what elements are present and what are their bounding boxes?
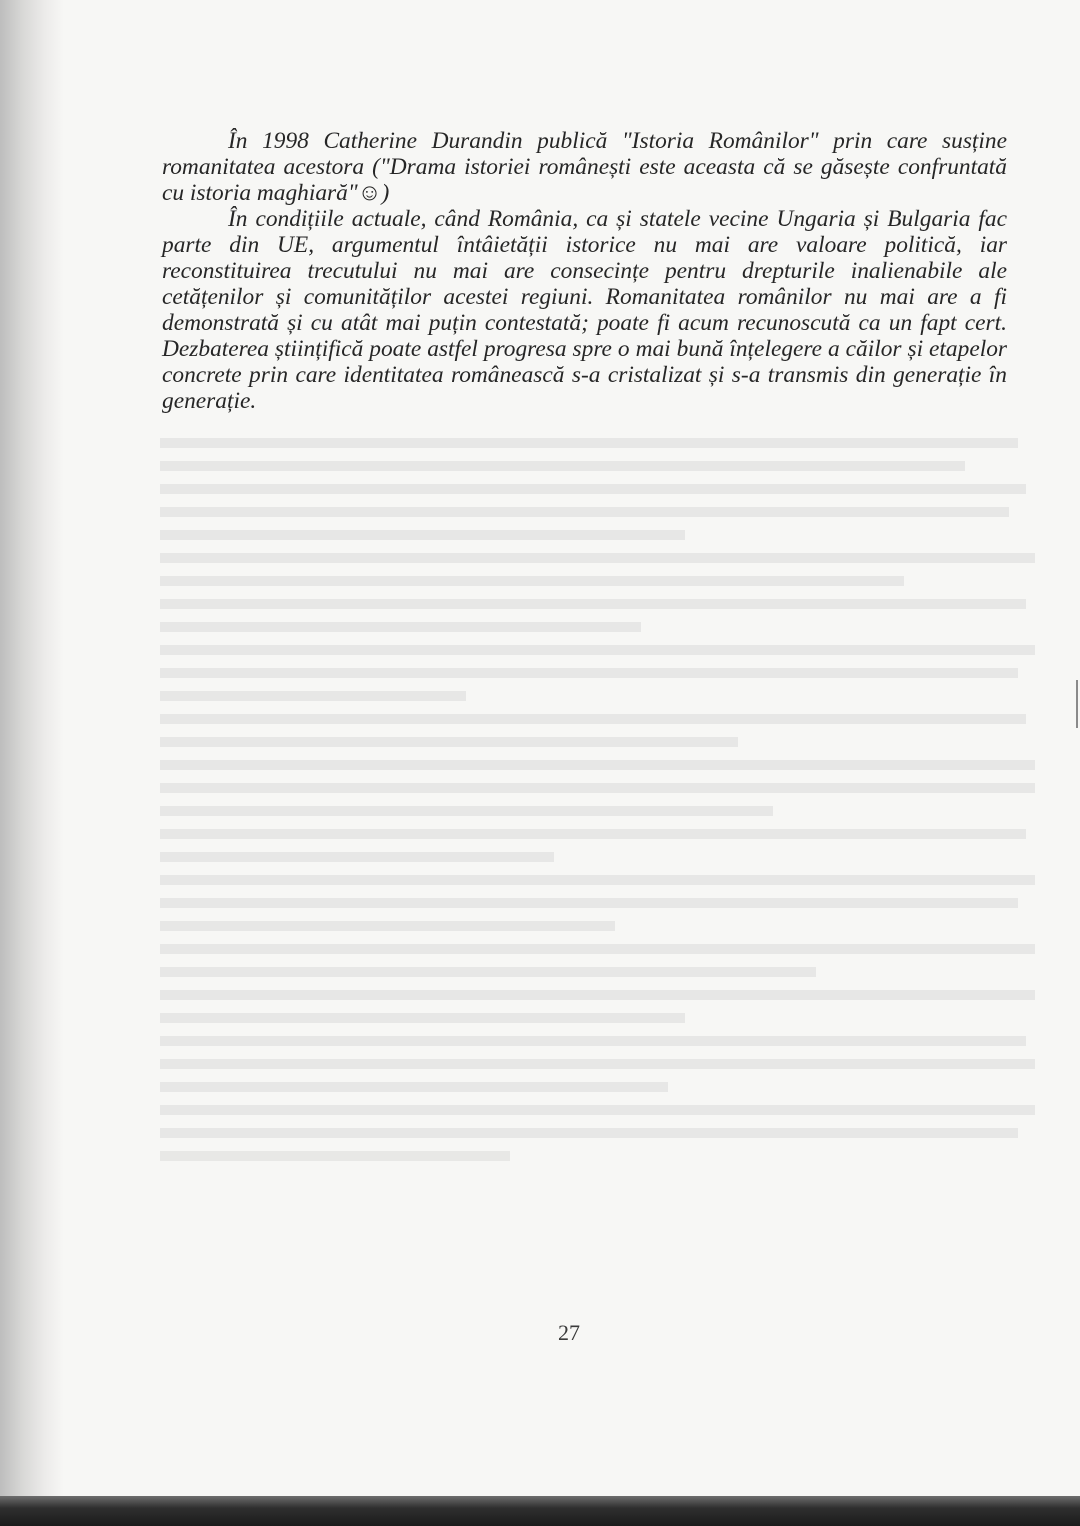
scanner-shadow-band bbox=[0, 1496, 1080, 1526]
scanned-page-edge bbox=[0, 0, 64, 1526]
paragraph-current-conditions: În condițiile actuale, când România, ca și statele vecine Ungaria și Bulgaria fac parte din UE, argumentul întâietății istorice nu mai are valoare politică, iar reconstituirea trecutului nu mai are consecințe pentru drepturile inalienabile ale cetățenilor și comunităților acestei regiuni. Romanitatea românilor nu mai are a fi demonstrată și cu atât mai puțin contestată; poate fi acum recunoscută ca un fapt cert. Dezbaterea științifică poate astfel progresa spre o mai bună înțelegere a căilor și etapelor concrete prin care identitatea românească s-a cristalizat și s-a transmis din generație în generație. bbox=[162, 206, 1007, 414]
scan-margin-mark bbox=[1076, 680, 1078, 728]
page-number: 27 bbox=[558, 1320, 580, 1345]
paragraph-durandin: În 1998 Catherine Durandin publică "Istoria Românilor" prin care susține romanitatea acestora ("Drama istoriei românești este aceasta că se găsește confruntată cu istoria maghiară"☺) bbox=[162, 128, 1007, 206]
bleed-through-text bbox=[160, 438, 1035, 1198]
document-body bbox=[162, 128, 1007, 414]
